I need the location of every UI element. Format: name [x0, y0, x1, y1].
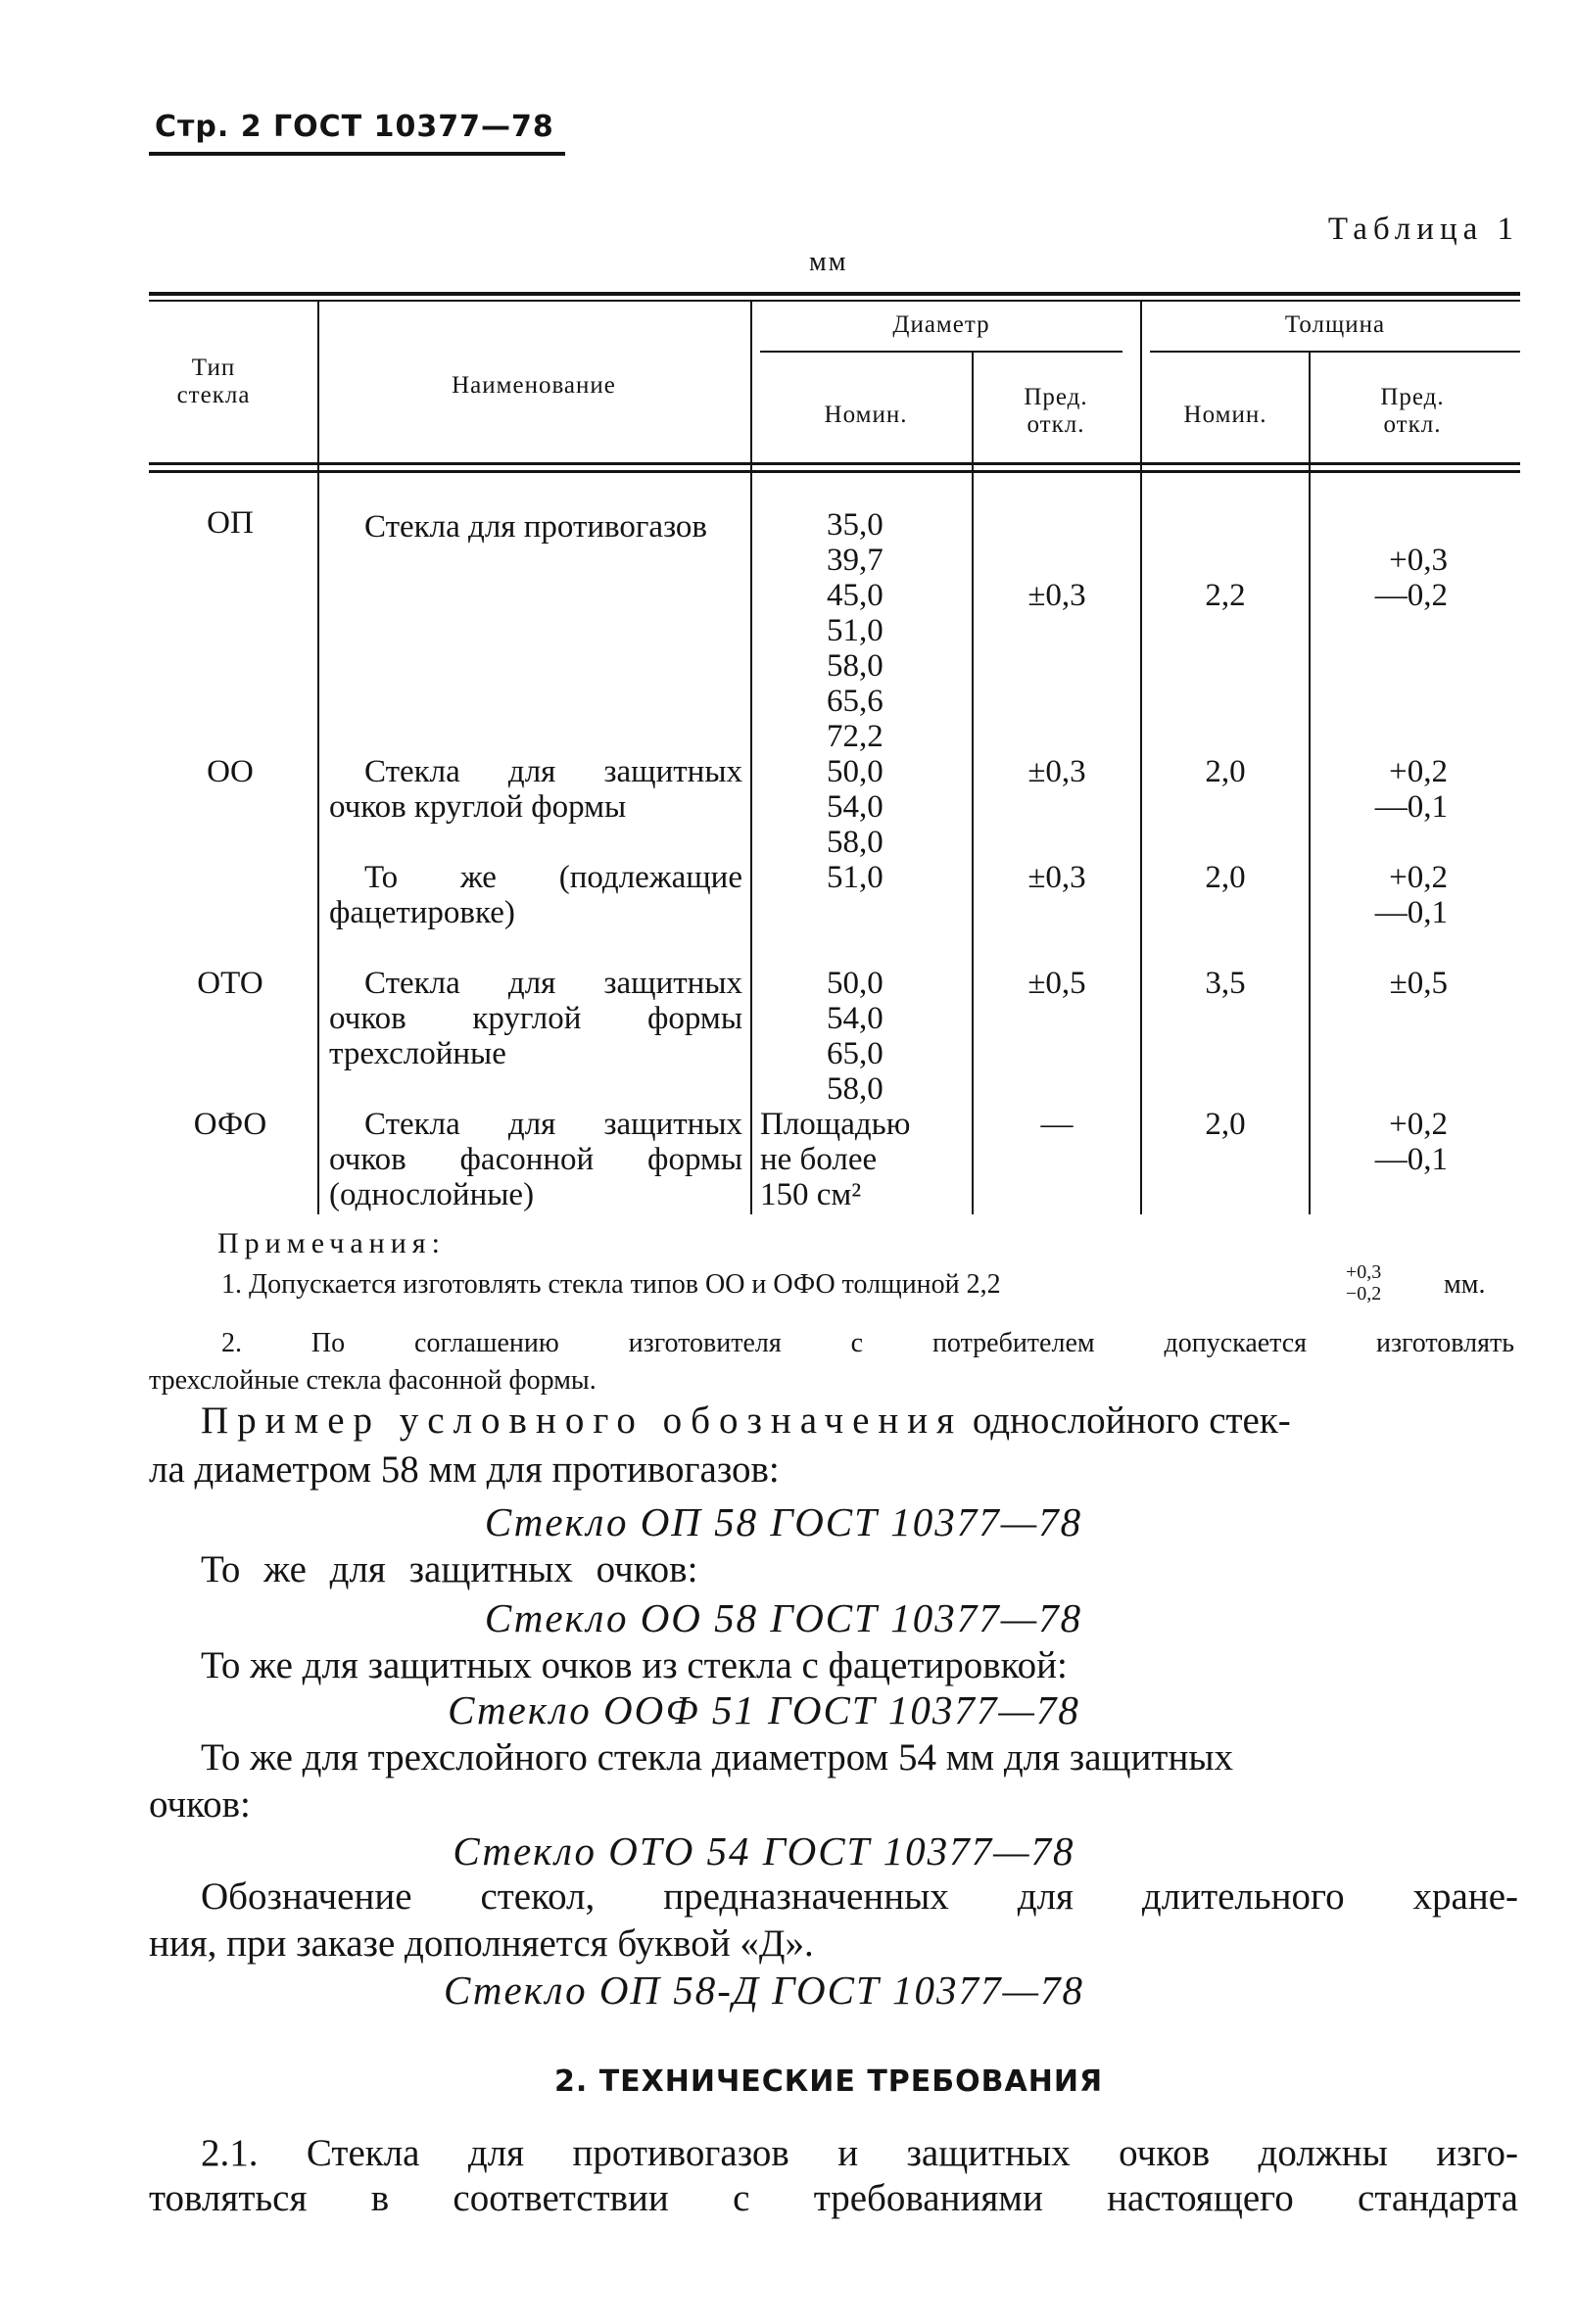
cell-thickness-dev: +0,2 [1389, 1107, 1448, 1142]
section-paragraph-line-1: 2.1. Стекла для противогазов и защитных очков должны изго- [201, 2132, 1518, 2174]
cell-diameter: 39,7 [827, 543, 884, 578]
example-designation-2: Стекло ОО 58 ГОСТ 10377—78 [484, 1595, 1083, 1640]
example-same-3-line-1: То же для трехслойного стекла диаметром 54 мм для защитных [201, 1736, 1234, 1779]
example-storage-line-1: Обозначение стекол, предназначенных для длительного хране- [201, 1875, 1518, 1918]
cell-thickness: 2,2 [1205, 578, 1246, 613]
cell-type: ОФО [193, 1107, 267, 1142]
cell-thickness-dev: —0,1 [1374, 895, 1448, 930]
header-bottom-rule [149, 462, 1520, 465]
cell-name [329, 1107, 742, 1212]
example-same-2: То же для защитных очков из стекла с фацетировкой: [201, 1644, 1068, 1686]
cell-thickness-dev: +0,2 [1389, 754, 1448, 789]
cell-diameter: 35,0 [827, 507, 884, 543]
col-header-diam-nominal: Номин. [824, 402, 908, 428]
col-header-type: Тип стекла [176, 355, 251, 408]
cell-diameter: 58,0 [827, 648, 884, 684]
example-intro-spaced: Пример условного обозначения [201, 1399, 964, 1442]
header-bottom-rule-2 [149, 470, 1520, 473]
cell-diameter: 150 см² [760, 1177, 862, 1212]
cell-diameter-dev: ±0,5 [1027, 966, 1086, 1001]
example-intro-rest: однослойного стек- [972, 1399, 1291, 1442]
cell-thickness: 2,0 [1205, 1107, 1246, 1142]
cell-type: ОТО [197, 966, 263, 1001]
cell-diameter: 58,0 [827, 825, 884, 860]
example-designation-4: Стекло ОТО 54 ГОСТ 10377—78 [453, 1828, 1075, 1873]
note-1-tolerance-plus: +0,3 [1346, 1261, 1382, 1283]
note-2-line-1: 2. По соглашению изготовителя с потребителем допускается изготовлять [221, 1328, 1514, 1358]
cell-name [329, 509, 742, 545]
section-title: 2. ТЕХНИЧЕСКИЕ ТРЕБОВАНИЯ [554, 2064, 1104, 2099]
table-top-rule [149, 292, 1520, 296]
col-divider-2 [750, 302, 752, 1214]
cell-diameter: 72,2 [827, 719, 884, 754]
cell-type: ОО [207, 754, 254, 789]
example-intro-line-2: ла диаметром 58 мм для противогазов: [149, 1448, 780, 1491]
cell-diameter: 45,0 [827, 578, 884, 613]
diameter-subrule [760, 351, 1122, 353]
cell-thickness: 2,0 [1205, 860, 1246, 895]
cell-name-text: То же (подлежащие фацетировке) [329, 860, 742, 930]
cell-thickness: 3,5 [1205, 966, 1246, 1001]
col-header-diameter: Диаметр [892, 311, 990, 338]
thickness-subrule [1150, 351, 1520, 353]
cell-diameter: Площадью [760, 1107, 911, 1142]
cell-type: ОП [207, 505, 254, 541]
cell-name [329, 860, 742, 930]
cell-diameter: 58,0 [827, 1071, 884, 1107]
cell-diameter: 54,0 [827, 789, 884, 825]
col-header-thickness: Толщина [1284, 311, 1386, 338]
note-1-tolerance-minus: −0,2 [1346, 1283, 1382, 1304]
cell-thickness-dev: +0,3 [1389, 543, 1448, 578]
cell-diameter-dev: ±0,3 [1027, 578, 1086, 613]
section-paragraph-line-2: товляться в соответствии с требованиями настоящего стандарта [149, 2177, 1518, 2219]
col-header-thick-nominal: Номин. [1183, 402, 1267, 428]
cell-diameter-dev: — [1040, 1107, 1074, 1142]
col-divider-1 [317, 302, 319, 1214]
cell-thickness-dev: —0,1 [1374, 789, 1448, 825]
page-header: Стр. 2 ГОСТ 10377—78 [155, 110, 554, 144]
cell-thickness: 2,0 [1205, 754, 1246, 789]
col-header-diam-deviation: Пред. откл. [1024, 384, 1088, 438]
table-top-rule-2 [149, 300, 1520, 302]
example-designation-1: Стекло ОП 58 ГОСТ 10377—78 [484, 1499, 1083, 1544]
cell-thickness-dev: —0,1 [1374, 1142, 1448, 1177]
col-header-thick-deviation: Пред. откл. [1380, 384, 1445, 438]
cell-thickness-dev: ±0,5 [1389, 966, 1448, 1001]
example-designation-3: Стекло ООФ 51 ГОСТ 10377—78 [448, 1687, 1080, 1732]
cell-diameter: 51,0 [827, 613, 884, 648]
note-1-unit: мм. [1444, 1269, 1486, 1300]
cell-thickness-dev: —0,2 [1374, 578, 1448, 613]
example-same-3-line-2: очков: [149, 1783, 251, 1826]
header-rule [149, 152, 565, 156]
unit-label: мм [809, 247, 848, 277]
cell-diameter: 54,0 [827, 1001, 884, 1036]
cell-diameter: 50,0 [827, 966, 884, 1001]
note-1: 1. Допускается изготовлять стекла типов ОО и ОФО толщиной 2,2 [221, 1269, 1001, 1300]
cell-name-text: Стекла для защитных очков круглой формы трехслойные [329, 966, 742, 1071]
cell-name [329, 966, 742, 1071]
cell-diameter: 65,0 [827, 1036, 884, 1071]
example-intro-line-1 [201, 1399, 1518, 1444]
cell-name [329, 754, 742, 825]
example-storage-line-2: ния, при заказе дополняется буквой «Д». [149, 1922, 814, 1965]
example-same-1: То же для защитных очков: [201, 1548, 698, 1590]
cell-name-text: Стекла для защитных очков круглой формы [329, 754, 742, 825]
table-label: Таблица 1 [1327, 212, 1519, 247]
col-header-name: Наименование [452, 372, 616, 399]
cell-name-text: Стекла для защитных очков фасонной формы (однослойные) [329, 1107, 742, 1212]
cell-diameter: 51,0 [827, 860, 884, 895]
cell-diameter: не более [760, 1142, 878, 1177]
cell-name-text: Стекла для противогазов [364, 509, 707, 545]
cell-diameter: 65,6 [827, 684, 884, 719]
cell-diameter: 50,0 [827, 754, 884, 789]
example-designation-5: Стекло ОП 58-Д ГОСТ 10377—78 [443, 1968, 1085, 2013]
cell-diameter-dev: ±0,3 [1027, 754, 1086, 789]
note-2-line-2: трехслойные стекла фасонной формы. [149, 1365, 597, 1396]
notes-title: Примечания: [217, 1227, 446, 1259]
cell-thickness-dev: +0,2 [1389, 860, 1448, 895]
cell-diameter-dev: ±0,3 [1027, 860, 1086, 895]
